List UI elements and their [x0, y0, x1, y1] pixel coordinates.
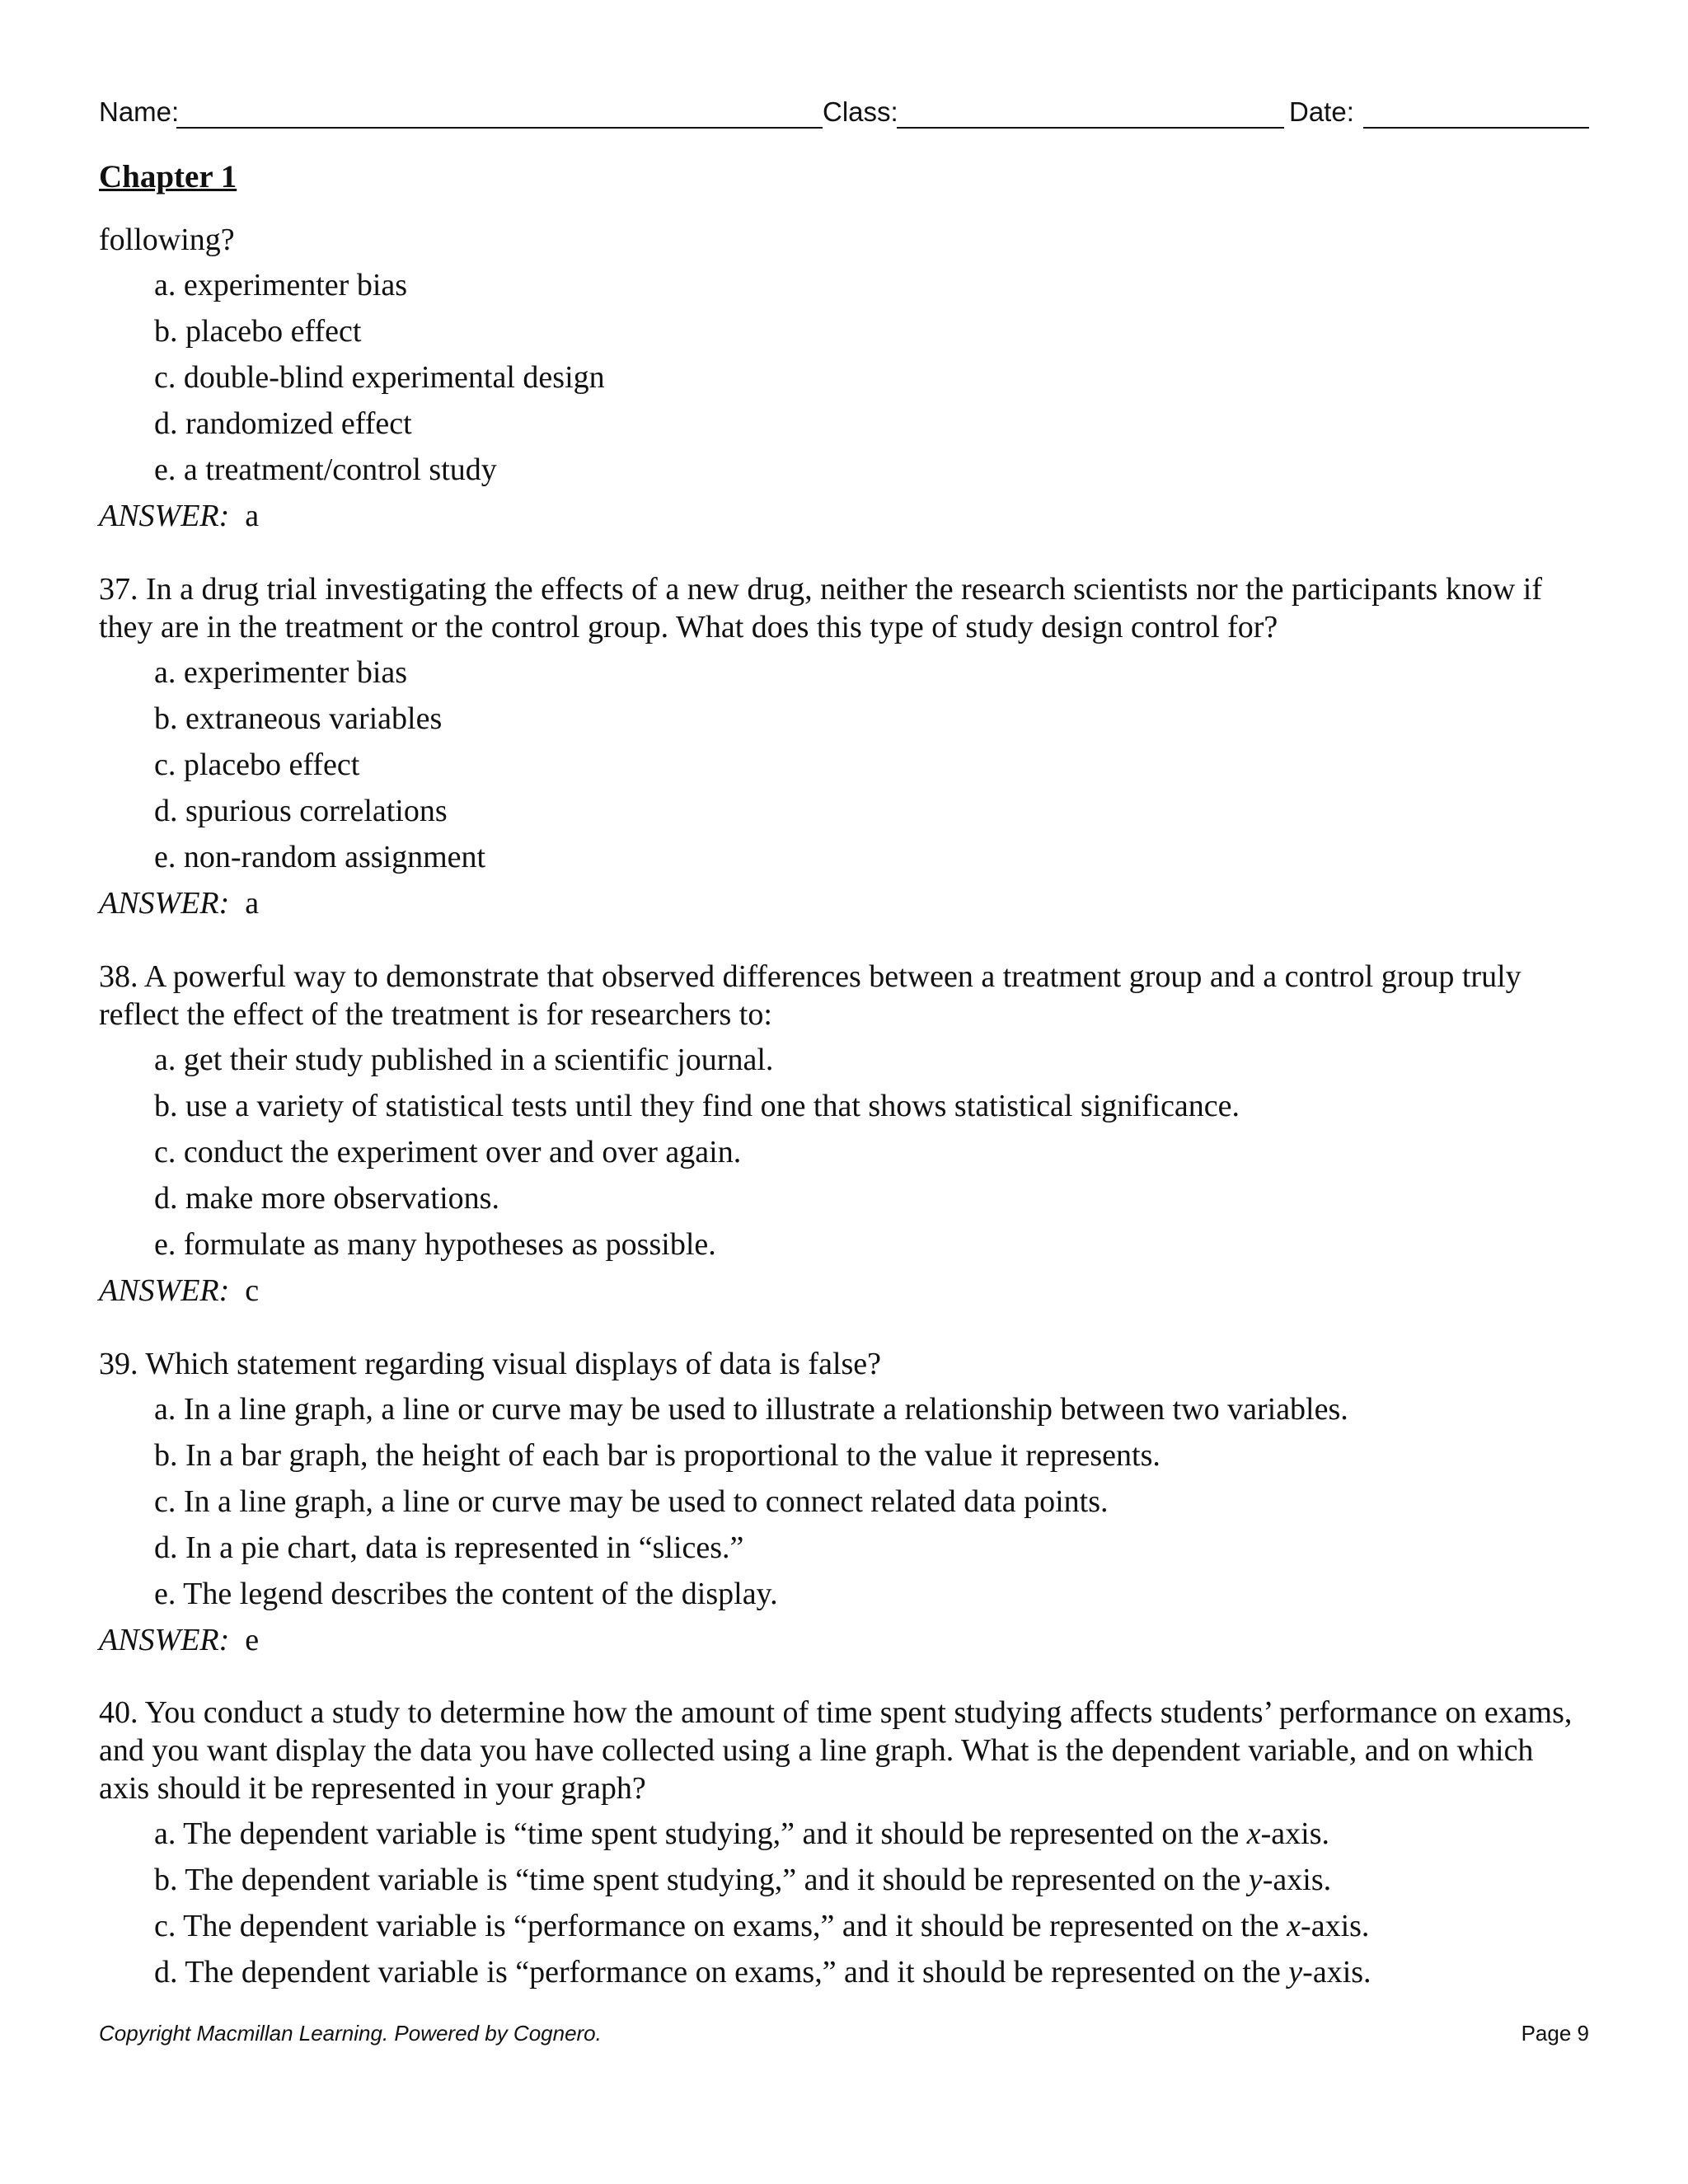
answer-label: ANSWER:: [99, 1273, 230, 1308]
option-e: e. a treatment/control study: [154, 452, 497, 487]
answer-label: ANSWER:: [99, 1623, 230, 1657]
answer-label: ANSWER:: [99, 499, 230, 533]
option-b: b. use a variety of statistical tests until they find one that shows statistical significance.: [154, 1089, 1240, 1123]
option-e: e. formulate as many hypotheses as possible.: [154, 1227, 716, 1262]
answer-line: [99, 1268, 1589, 1314]
option-list: [99, 1037, 1589, 1268]
option-b: b. extraneous variables: [154, 701, 443, 736]
question-37: [99, 570, 1589, 926]
option-d: d. make more observations.: [154, 1181, 499, 1216]
option-d: d. spurious correlations: [154, 794, 448, 828]
answer-value: e: [245, 1623, 260, 1657]
option-a: a. get their study published in a scientific journal.: [154, 1043, 774, 1077]
copyright-text: Copyright Macmillan Learning. Powered by Cognero.: [99, 2021, 602, 2046]
option-a: a. experimenter bias: [154, 268, 408, 302]
option-e: e. non-random assignment: [154, 840, 486, 874]
question-stem: 37. In a drug trial investigating the effects of a new drug, neither the research scientists nor the participants know if they are in the treatment or the control group. What does this type of study design control for?: [99, 572, 1542, 644]
option-d: d. randomized effect: [154, 406, 412, 441]
question-stem: 39. Which statement regarding visual displays of data is false?: [99, 1347, 882, 1381]
option-c: c. placebo effect: [154, 748, 360, 782]
option-list: [99, 1811, 1589, 1995]
page-footer: [99, 2021, 1589, 2054]
option-list: [99, 649, 1589, 880]
option-list: [99, 1386, 1589, 1617]
question-40: [99, 1694, 1589, 1995]
option-b: b. placebo effect: [154, 314, 362, 349]
answer-line: [99, 493, 1589, 539]
option-b: b. In a bar graph, the height of each bar is proportional to the value it represents.: [154, 1438, 1160, 1473]
answer-value: c: [245, 1273, 260, 1308]
option-a: a. experimenter bias: [154, 655, 408, 690]
worksheet-page: [99, 0, 1589, 2184]
option-b: b. The dependent variable is “time spent studying,” and it should be represented on the y-axis.: [154, 1863, 1332, 1897]
option-a: a. The dependent variable is “time spent studying,” and it should be represented on the x-axis.: [154, 1816, 1330, 1851]
question-stem: 40. You conduct a study to determine how the amount of time spent studying affects students’ performance on exams, and you want display the data you have collected using a line graph. What is the dependent variable, and on which axis should it be represented in your graph?: [99, 1695, 1573, 1806]
chapter-title: Chapter 1: [99, 159, 237, 194]
option-c: c. In a line graph, a line or curve may be used to connect related data points.: [154, 1484, 1109, 1519]
answer-value: a: [245, 499, 260, 533]
page-number: Page 9: [1521, 2021, 1589, 2046]
answer-line: [99, 1617, 1589, 1663]
question-stem: following?: [99, 223, 235, 257]
answer-label: ANSWER:: [99, 886, 230, 921]
student-info-header: [99, 96, 1589, 137]
date-label: Date:: [1289, 96, 1354, 127]
answer-line: [99, 880, 1589, 926]
question-39: [99, 1345, 1589, 1663]
option-a: a. In a line graph, a line or curve may be used to illustrate a relationship between two variables.: [154, 1392, 1348, 1427]
option-c: c. double-blind experimental design: [154, 360, 605, 395]
option-d: d. The dependent variable is “performance on exams,” and it should be represented on the y-axis.: [154, 1955, 1372, 1990]
question-36-continued: [99, 221, 1589, 539]
question-38: [99, 958, 1589, 1314]
option-c: c. The dependent variable is “performance on exams,” and it should be represented on the x-axis.: [154, 1909, 1370, 1943]
class-label: Class:: [823, 96, 898, 127]
name-blank-line[interactable]: [176, 127, 823, 129]
name-label: Name:: [99, 96, 180, 127]
date-blank-line[interactable]: [1363, 127, 1589, 129]
question-stem: 38. A powerful way to demonstrate that observed differences between a treatment group and a control group truly reflect the effect of the treatment is for researchers to:: [99, 959, 1522, 1032]
option-c: c. conduct the experiment over and over again.: [154, 1135, 742, 1169]
option-e: e. The legend describes the content of the display.: [154, 1577, 778, 1611]
option-d: d. In a pie chart, data is represented in “slices.”: [154, 1530, 744, 1565]
answer-value: a: [245, 886, 260, 921]
option-list: [99, 262, 1589, 493]
class-blank-line[interactable]: [897, 127, 1284, 129]
